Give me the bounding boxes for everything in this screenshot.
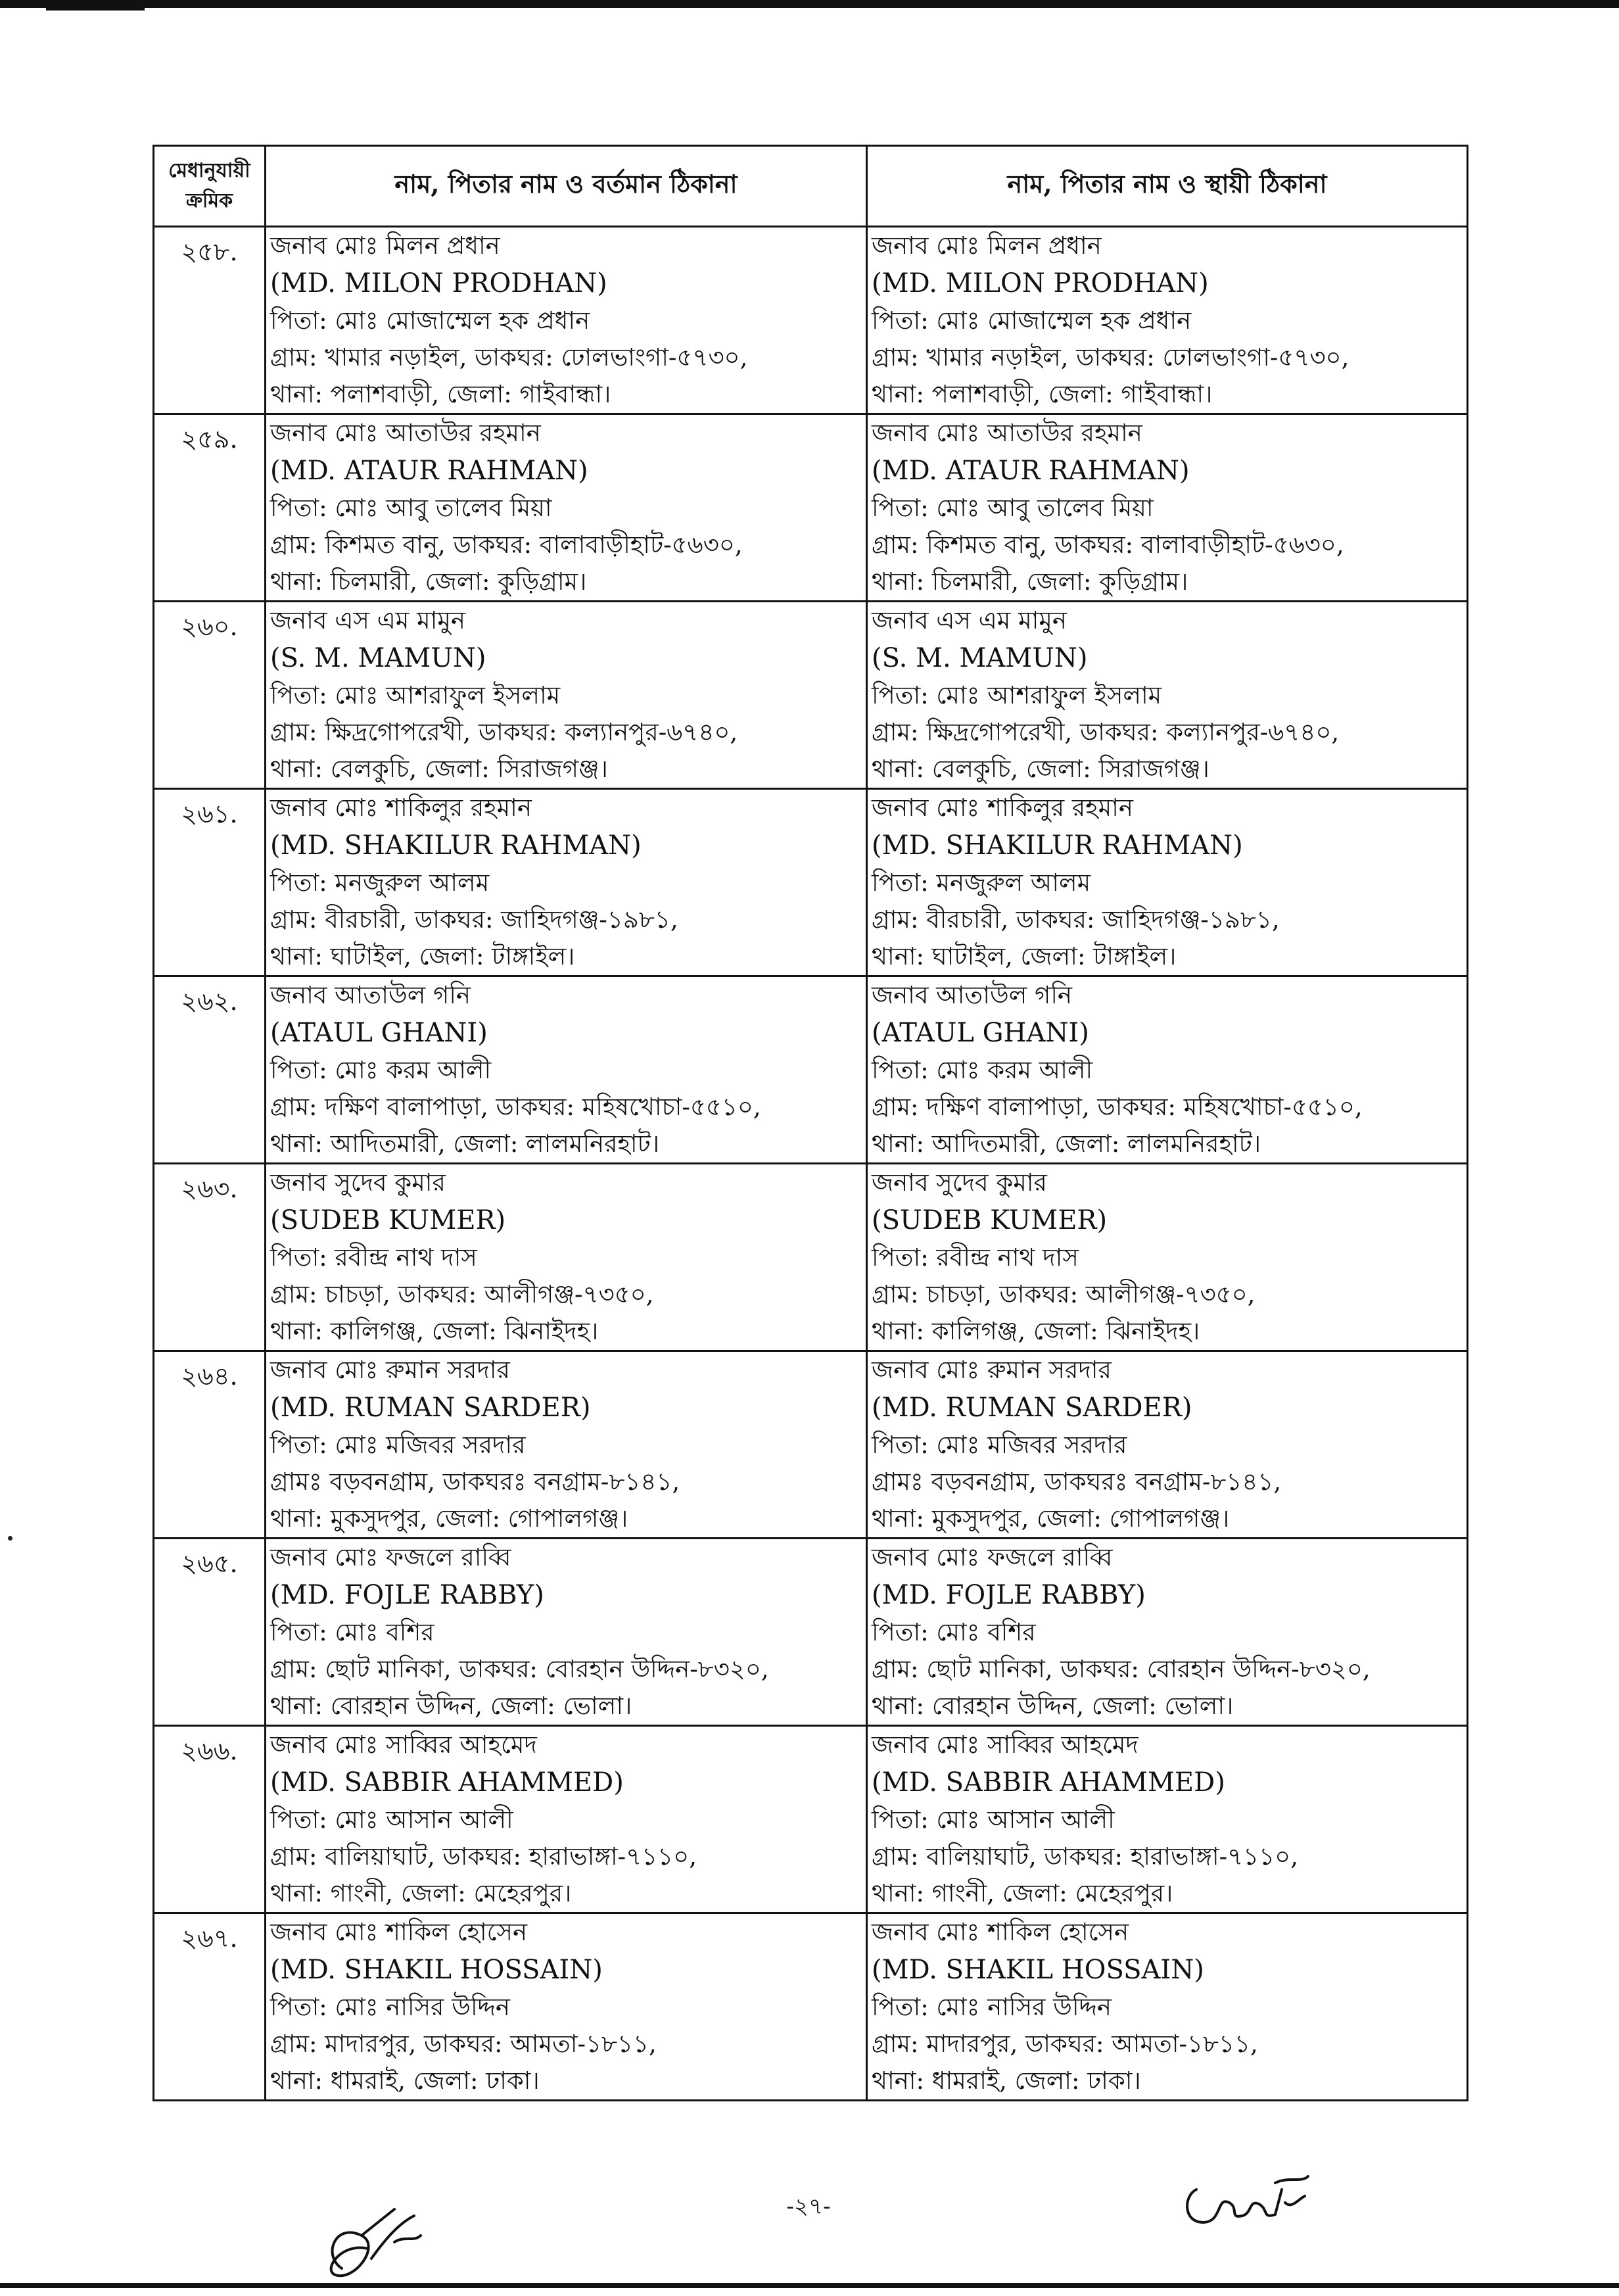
english-name-line: (MD. SHAKIL HOSSAIN) [872, 1955, 1204, 1985]
header-present-address: নাম, পিতার নাম ও বর্তমান ঠিকানা [266, 146, 867, 227]
father-name-line: পিতা: রবীন্দ্র নাথ দাস [872, 1243, 1079, 1272]
village-post-line: গ্রাম: চাচড়া, ডাকঘর: আলীগঞ্জ-৭৩৫০, [270, 1280, 654, 1308]
serial-cell: ২৬২. [154, 976, 266, 1164]
village-post-line: গ্রাম: কিশমত বানু, ডাকঘর: বালাবাড়ীহাট-৫৬৩০, [872, 531, 1344, 559]
thana-district-line: থানা: কালিগঞ্জ, জেলা: ঝিনাইদহ। [872, 1317, 1200, 1345]
thana-district-line: থানা: চিলমারী, জেলা: কুড়িগ্রাম। [270, 567, 587, 596]
english-name-line: (S. M. MAMUN) [872, 643, 1088, 673]
serial-cell: ২৬৫. [154, 1539, 266, 1726]
name-line: জনাব মোঃ শাকিলুর রহমান [872, 794, 1133, 822]
name-line: জনাব মোঃ আতাউর রহমান [270, 419, 541, 447]
table-header-row [154, 146, 1468, 227]
village-post-line: গ্রাম: মাদারপুর, ডাকঘর: আমতা-১৮১১, [872, 2030, 1258, 2058]
english-name-line: (MD. SABBIR AHAMMED) [872, 1767, 1225, 1798]
name-line: জনাব এস এম মামুন [270, 606, 465, 634]
thana-district-line: থানা: ধামরাই, জেলা: ঢাকা। [872, 2067, 1141, 2095]
thana-district-line: থানা: আদিতমারী, জেলা: লালমনিরহাট। [872, 1130, 1261, 1158]
thana-district-line: থানা: বেলকুচি, জেলা: সিরাজগঞ্জ। [872, 755, 1209, 783]
top-border-notch [46, 7, 145, 11]
name-line: জনাব সুদেব কুমার [270, 1168, 446, 1197]
thana-district-line: থানা: মুকসুদপুর, জেলা: গোপালগঞ্জ। [270, 1504, 628, 1533]
present-address-cell [266, 602, 867, 789]
name-line: জনাব মোঃ আতাউর রহমান [872, 419, 1142, 447]
name-line: জনাব মোঃ সাব্বির আহমেদ [270, 1731, 537, 1759]
signature-right-icon [1177, 2163, 1321, 2236]
english-name-line: (MD. MILON PRODHAN) [872, 268, 1209, 299]
name-line: জনাব মোঃ মিলন প্রধান [270, 231, 500, 260]
table-row [154, 1539, 1468, 1726]
english-name-line: (MD. FOJLE RABBY) [872, 1580, 1146, 1610]
father-name-line: পিতা: মোঃ মজিবর সরদার [872, 1431, 1127, 1459]
father-name-line: পিতা: মোঃ আবু তালেব মিয়া [872, 494, 1154, 522]
name-line: জনাব মোঃ শাকিল হোসেন [270, 1918, 528, 1946]
table-row [154, 1913, 1468, 2101]
serial-cell: ২৬০. [154, 602, 266, 789]
thana-district-line: থানা: কালিগঞ্জ, জেলা: ঝিনাইদহ। [270, 1317, 599, 1345]
thana-district-line: থানা: গাংনী, জেলা: মেহেরপুর। [270, 1879, 572, 1907]
father-name-line: পিতা: মনজুরুল আলম [270, 869, 490, 897]
header-serial-line1: মেধানুযায়ী [168, 159, 250, 182]
present-address-cell [266, 1913, 867, 2101]
thana-district-line: থানা: পলাশবাড়ী, জেলা: গাইবান্ধা। [872, 380, 1213, 408]
permanent-address-cell [867, 1351, 1468, 1539]
present-address-cell [266, 227, 867, 414]
english-name-line: (MD. RUMAN SARDER) [872, 1393, 1192, 1423]
village-post-line: গ্রাম: চাচড়া, ডাকঘর: আলীগঞ্জ-৭৩৫০, [872, 1280, 1255, 1308]
english-name-line: (MD. ATAUR RAHMAN) [270, 456, 588, 486]
thana-district-line: থানা: বোরহান উদ্দিন, জেলা: ভোলা। [270, 1692, 632, 1720]
serial-cell: ২৬৭. [154, 1913, 266, 2101]
english-name-line: (SUDEB KUMER) [270, 1205, 506, 1235]
village-post-line: গ্রামঃ বড়বনগ্রাম, ডাকঘরঃ বনগ্রাম-৮১৪১, [270, 1468, 680, 1496]
english-name-line: (MD. FOJLE RABBY) [270, 1580, 544, 1610]
village-post-line: গ্রাম: মাদারপুর, ডাকঘর: আমতা-১৮১১, [270, 2030, 657, 2058]
serial-cell: ২৫৮. [154, 227, 266, 414]
merit-list-table [153, 145, 1468, 2101]
table-row [154, 976, 1468, 1164]
name-line: জনাব আতাউল গনি [872, 981, 1072, 1009]
father-name-line: পিতা: মনজুরুল আলম [872, 869, 1091, 897]
father-name-line: পিতা: মোঃ করম আলী [270, 1056, 492, 1084]
serial-cell: ২৬১. [154, 789, 266, 976]
header-permanent-address: নাম, পিতার নাম ও স্থায়ী ঠিকানা [867, 146, 1468, 227]
permanent-address-cell [867, 1539, 1468, 1726]
father-name-line: পিতা: মোঃ বশির [270, 1618, 434, 1646]
father-name-line: পিতা: মোঃ আশরাফুল ইসলাম [872, 681, 1162, 709]
present-address-cell [266, 1351, 867, 1539]
name-line: জনাব মোঃ ফজলে রাব্বি [270, 1543, 511, 1571]
permanent-address-cell [867, 1726, 1468, 1913]
english-name-line: (MD. SABBIR AHAMMED) [270, 1767, 624, 1798]
permanent-address-cell [867, 789, 1468, 976]
thana-district-line: থানা: চিলমারী, জেলা: কুড়িগ্রাম। [872, 567, 1188, 596]
header-serial [154, 146, 266, 227]
village-post-line: গ্রাম: বালিয়াঘাট, ডাকঘর: হারাভাঙ্গা-৭১১০, [872, 1842, 1298, 1871]
table-row [154, 602, 1468, 789]
thana-district-line: থানা: পলাশবাড়ী, জেলা: গাইবান্ধা। [270, 380, 611, 408]
name-line: জনাব মোঃ রুমান সরদার [872, 1356, 1112, 1384]
name-line: জনাব এস এম মামুন [872, 606, 1067, 634]
village-post-line: গ্রাম: ছোট মানিকা, ডাকঘর: বোরহান উদ্দিন-৮৩২০, [872, 1655, 1371, 1683]
father-name-line: পিতা: মোঃ আসান আলী [872, 1806, 1115, 1834]
serial-cell: ২৬৪. [154, 1351, 266, 1539]
father-name-line: পিতা: মোঃ আসান আলী [270, 1806, 513, 1834]
permanent-address-cell [867, 602, 1468, 789]
signature-left-icon [316, 2196, 434, 2295]
permanent-address-cell [867, 1164, 1468, 1351]
table-row [154, 227, 1468, 414]
top-border-rule [0, 0, 1619, 8]
thana-district-line: থানা: বেলকুচি, জেলা: সিরাজগঞ্জ। [270, 755, 608, 783]
name-line: জনাব মোঃ শাকিলুর রহমান [270, 794, 532, 822]
thana-district-line: থানা: ঘাটাইল, জেলা: টাঙ্গাইল। [270, 942, 575, 970]
permanent-address-cell [867, 976, 1468, 1164]
english-name-line: (ATAUL GHANI) [872, 1018, 1089, 1048]
page-footer [0, 2163, 1619, 2268]
thana-district-line: থানা: গাংনী, জেলা: মেহেরপুর। [872, 1879, 1173, 1907]
village-post-line: গ্রাম: খামার নড়াইল, ডাকঘর: ঢোলভাংগা-৫৭৩০, [270, 343, 748, 371]
father-name-line: পিতা: মোঃ করম আলী [872, 1056, 1093, 1084]
english-name-line: (MD. ATAUR RAHMAN) [872, 456, 1190, 486]
thana-district-line: থানা: ঘাটাইল, জেলা: টাঙ্গাইল। [872, 942, 1177, 970]
permanent-address-cell [867, 227, 1468, 414]
permanent-address-cell [867, 1913, 1468, 2101]
present-address-cell [266, 789, 867, 976]
father-name-line: পিতা: মোঃ মোজাম্মেল হক প্রধান [270, 306, 590, 335]
english-name-line: (S. M. MAMUN) [270, 643, 486, 673]
name-line: জনাব মোঃ রুমান সরদার [270, 1356, 510, 1384]
english-name-line: (MD. SHAKIL HOSSAIN) [270, 1955, 603, 1985]
table-row [154, 789, 1468, 976]
village-post-line: গ্রাম: খামার নড়াইল, ডাকঘর: ঢোলভাংগা-৫৭৩০, [872, 343, 1349, 371]
thana-district-line: থানা: আদিতমারী, জেলা: লালমনিরহাট। [270, 1130, 660, 1158]
name-line: জনাব আতাউল গনি [270, 981, 471, 1009]
village-post-line: গ্রাম: কিশমত বানু, ডাকঘর: বালাবাড়ীহাট-৫৬৩০, [270, 531, 743, 559]
village-post-line: গ্রাম: ছোট মানিকা, ডাকঘর: বোরহান উদ্দিন-৮৩২০, [270, 1655, 769, 1683]
english-name-line: (MD. SHAKILUR RAHMAN) [872, 830, 1243, 861]
english-name-line: (SUDEB KUMER) [872, 1205, 1108, 1235]
bottom-border-rule [0, 2283, 1619, 2288]
village-post-line: গ্রাম: ক্ষিদ্রগোপরেখী, ডাকঘর: কল্যানপুর-৬৭৪০, [270, 718, 738, 746]
thana-district-line: থানা: বোরহান উদ্দিন, জেলা: ভোলা। [872, 1692, 1234, 1720]
father-name-line: পিতা: মোঃ মোজাম্মেল হক প্রধান [872, 306, 1192, 335]
village-post-line: গ্রাম: বীরচারী, ডাকঘর: জাহিদগঞ্জ-১৯৮১, [872, 905, 1280, 934]
present-address-cell [266, 1726, 867, 1913]
english-name-line: (MD. SHAKILUR RAHMAN) [270, 830, 642, 861]
table-row [154, 1726, 1468, 1913]
name-line: জনাব মোঃ শাকিল হোসেন [872, 1918, 1129, 1946]
name-line: জনাব সুদেব কুমার [872, 1168, 1047, 1197]
father-name-line: পিতা: মোঃ বশির [872, 1618, 1036, 1646]
header-serial-line2: ক্রমিক [185, 189, 233, 212]
father-name-line: পিতা: মোঃ আবু তালেব মিয়া [270, 494, 552, 522]
name-line: জনাব মোঃ ফজলে রাব্বি [872, 1543, 1113, 1571]
table-body [154, 227, 1468, 2101]
serial-cell: ২৫৯. [154, 414, 266, 602]
permanent-address-cell [867, 414, 1468, 602]
father-name-line: পিতা: মোঃ নাসির উদ্দিন [270, 1993, 511, 2021]
serial-cell: ২৬৩. [154, 1164, 266, 1351]
english-name-line: (MD. RUMAN SARDER) [270, 1393, 591, 1423]
page-number: -২৭- [786, 2193, 831, 2220]
village-post-line: গ্রাম: বীরচারী, ডাকঘর: জাহিদগঞ্জ-১৯৮১, [270, 905, 678, 934]
table-row [154, 414, 1468, 602]
present-address-cell [266, 976, 867, 1164]
english-name-line: (ATAUL GHANI) [270, 1018, 488, 1048]
thana-district-line: থানা: মুকসুদপুর, জেলা: গোপালগঞ্জ। [872, 1504, 1230, 1533]
thana-district-line: থানা: ধামরাই, জেলা: ঢাকা। [270, 2067, 540, 2095]
present-address-cell [266, 414, 867, 602]
father-name-line: পিতা: মোঃ মজিবর সরদার [270, 1431, 526, 1459]
present-address-cell [266, 1539, 867, 1726]
village-post-line: গ্রাম: ক্ষিদ্রগোপরেখী, ডাকঘর: কল্যানপুর-৬৭৪০, [872, 718, 1340, 746]
village-post-line: গ্রামঃ বড়বনগ্রাম, ডাকঘরঃ বনগ্রাম-৮১৪১, [872, 1468, 1282, 1496]
name-line: জনাব মোঃ সাব্বির আহমেদ [872, 1731, 1138, 1759]
serial-cell: ২৬৬. [154, 1726, 266, 1913]
present-address-cell [266, 1164, 867, 1351]
father-name-line: পিতা: মোঃ নাসির উদ্দিন [872, 1993, 1112, 2021]
table-row [154, 1351, 1468, 1539]
village-post-line: গ্রাম: দক্ষিণ বালাপাড়া, ডাকঘর: মহিষখোচা-৫৫১০, [270, 1093, 761, 1121]
village-post-line: গ্রাম: বালিয়াঘাট, ডাকঘর: হারাভাঙ্গা-৭১১০, [270, 1842, 697, 1871]
name-line: জনাব মোঃ মিলন প্রধান [872, 231, 1102, 260]
english-name-line: (MD. MILON PRODHAN) [270, 268, 607, 299]
table-row [154, 1164, 1468, 1351]
scan-dot-mark [8, 1536, 12, 1541]
father-name-line: পিতা: রবীন্দ্র নাথ দাস [270, 1243, 477, 1272]
village-post-line: গ্রাম: দক্ষিণ বালাপাড়া, ডাকঘর: মহিষখোচা-৫৫১০, [872, 1093, 1363, 1121]
father-name-line: পিতা: মোঃ আশরাফুল ইসলাম [270, 681, 561, 709]
